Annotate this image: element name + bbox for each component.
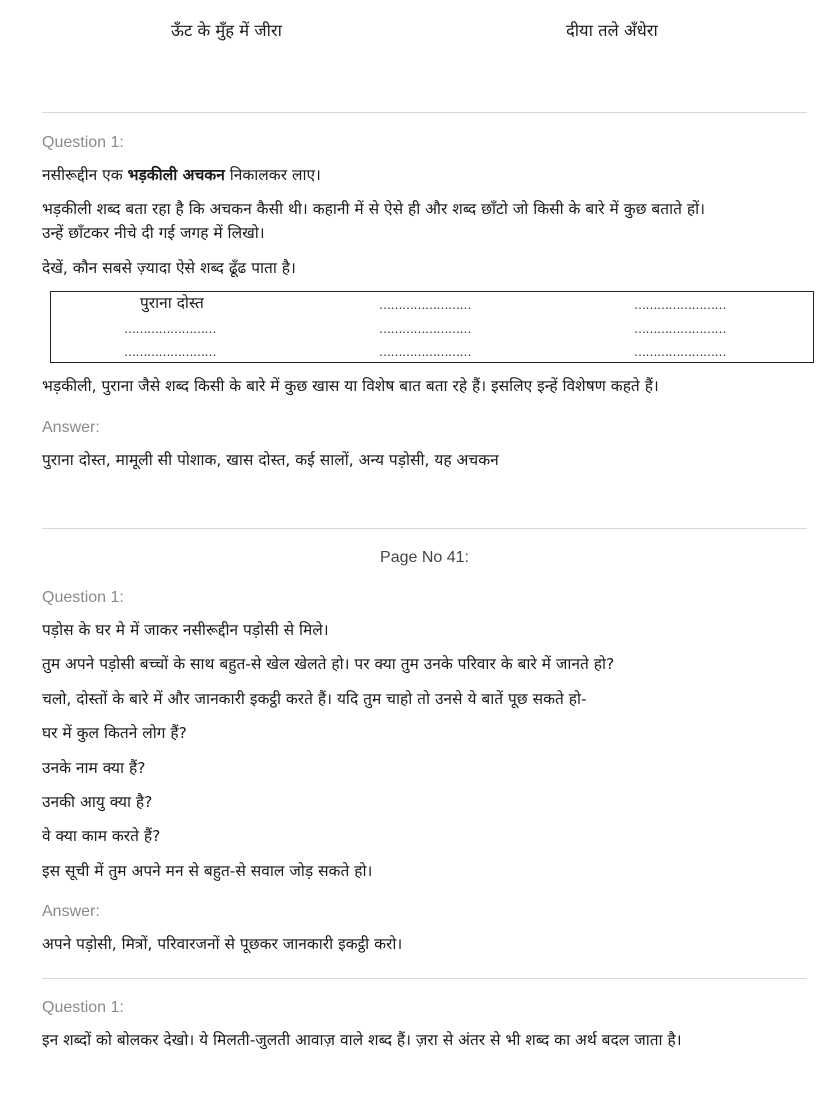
question-label: Question 1: bbox=[42, 999, 124, 1016]
answer-label: Answer: bbox=[42, 419, 100, 436]
question-text-line: उनके नाम क्या हैं? bbox=[42, 759, 146, 777]
divider bbox=[42, 978, 807, 979]
idiom-right: दीया तले अँधेरा bbox=[566, 21, 658, 40]
answer-text: अपने पड़ोसी, मित्रों, परिवारजनों से पूछकर जानकारी इकट्ठी करो। bbox=[42, 935, 403, 953]
table-cell-blank: …………………… bbox=[379, 345, 471, 359]
highlighted-phrase: भड़कीली अचकन bbox=[127, 166, 225, 184]
table-cell-blank: …………………… bbox=[634, 298, 726, 312]
page-number-heading: Page No 41: bbox=[380, 549, 469, 566]
table-cell-blank: …………………… bbox=[634, 322, 726, 336]
question-label: Question 1: bbox=[42, 589, 124, 606]
question-text-line: चलो, दोस्तों के बारे में और जानकारी इकट्ठी करते हैं। यदि तुम चाहो तो उनसे ये बातें पूछ सकते हो- bbox=[42, 690, 587, 708]
table-cell-blank: …………………… bbox=[634, 345, 726, 359]
table-cell-blank: …………………… bbox=[124, 345, 216, 359]
table-cell-blank: …………………… bbox=[379, 298, 471, 312]
paragraph-line: उन्हें छाँटकर नीचे दी गई जगह में लिखो। bbox=[42, 224, 265, 242]
divider bbox=[42, 112, 807, 113]
question-text-line: देखें, कौन सबसे ज़्यादा ऐसे शब्द ढूँढ पाता है। bbox=[42, 259, 296, 277]
question-text-line: पड़ोस के घर मे में जाकर नसीरूद्दीन पड़ोसी से मिले। bbox=[42, 621, 329, 639]
table-cell-blank: …………………… bbox=[124, 322, 216, 336]
divider bbox=[42, 528, 807, 529]
question-label: Question 1: bbox=[42, 134, 124, 151]
word-table bbox=[50, 291, 814, 363]
table-cell: पुराना दोस्त bbox=[140, 294, 204, 312]
text-fragment: निकालकर लाए। bbox=[224, 166, 321, 184]
question-text-line bbox=[42, 163, 812, 187]
question-text-line: इन शब्दों को बोलकर देखो। ये मिलती-जुलती आवाज़ वाले शब्द हैं। ज़रा से अंतर से भी शब्द का अर्थ बदल जाता है। bbox=[42, 1031, 682, 1049]
question-text-line: इस सूची में तुम अपने मन से बहुत-से सवाल जोड़ सकते हो। bbox=[42, 862, 373, 880]
question-text-line: भड़कीली, पुराना जैसे शब्द किसी के बारे में कुछ खास या विशेष बात बता रहे हैं। इसलिए इन्हें विशेषण कहते हैं। bbox=[42, 377, 659, 395]
text-fragment: नसीरूद्दीन एक bbox=[42, 166, 128, 184]
paragraph-line: भड़कीली शब्द बता रहा है कि अचकन कैसी थी। कहानी में से ऐसे ही और शब्द छाँटो जो किसी के बारे में कुछ बताते हों। bbox=[42, 200, 705, 218]
answer-label: Answer: bbox=[42, 903, 100, 920]
question-text-line: वे क्या काम करते हैं? bbox=[42, 827, 161, 845]
question-text-line: उनकी आयु क्या है? bbox=[42, 793, 153, 811]
question-text-line: तुम अपने पड़ोसी बच्चों के साथ बहुत-से खेल खेलते हो। पर क्या तुम उनके परिवार के बारे में जानते हो? bbox=[42, 655, 615, 673]
question-text-line: घर में कुल कितने लोग हैं? bbox=[42, 724, 187, 742]
question-paragraph bbox=[42, 197, 812, 245]
answer-text: पुराना दोस्त, मामूली सी पोशाक, खास दोस्त, कई सालों, अन्य पड़ोसी, यह अचकन bbox=[42, 451, 499, 469]
table-cell-blank: …………………… bbox=[379, 322, 471, 336]
idiom-left: ऊँट के मुँह में जीरा bbox=[171, 21, 282, 40]
